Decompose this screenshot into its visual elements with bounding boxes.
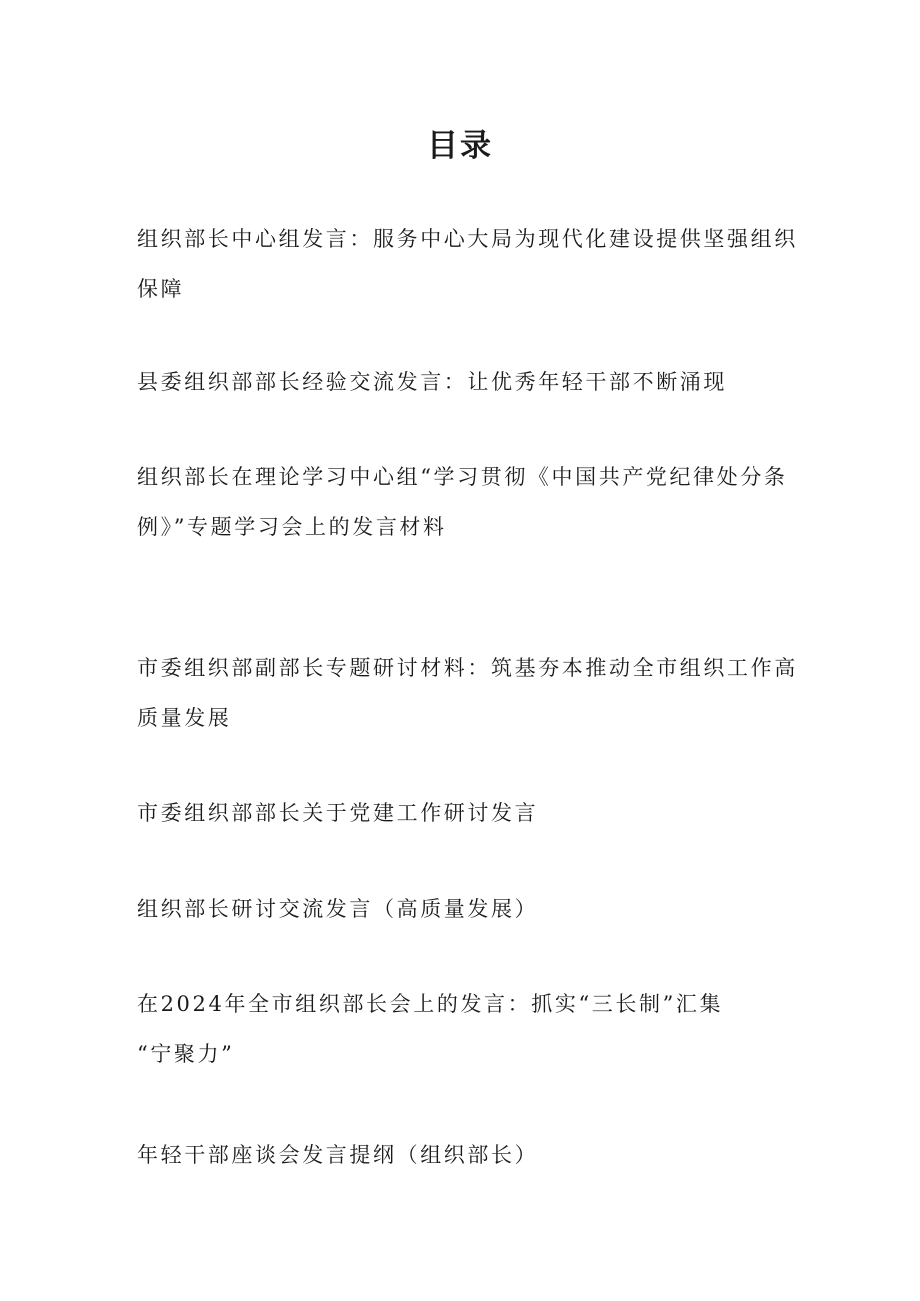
toc-entry-line: 在2024年全市组织部长会上的发言：抓实“三长制”汇集	[137, 992, 724, 1016]
toc-entry-line: 例》”专题学习会上的发言材料	[137, 515, 447, 539]
toc-entry-line: 组织部长研讨交流发言（高质量发展）	[137, 897, 539, 921]
toc-entry-line: 质量发展	[137, 706, 232, 730]
toc-entry-line: 市委组织部部长关于党建工作研讨发言	[137, 801, 539, 825]
toc-entry-7	[137, 979, 787, 1079]
toc-entry-6	[137, 884, 787, 934]
toc-entry-line: 组织部长中心组发言：服务中心大局为现代化建设提供坚强组织	[137, 227, 798, 251]
toc-entry-line: 年轻干部座谈会发言提纲（组织部长）	[137, 1143, 539, 1167]
toc-entry-line: 保障	[137, 277, 185, 301]
toc-entry-2	[137, 357, 787, 407]
toc-entry-line: 市委组织部副部长专题研讨材料：筑基夯本推动全市组织工作高	[137, 656, 798, 680]
toc-entry-8	[137, 1130, 787, 1180]
toc-entry-5	[137, 788, 787, 838]
toc-entry-3	[137, 452, 787, 552]
toc-entry-1	[137, 214, 798, 314]
toc-entry-line: 组织部长在理论学习中心组“学习贯彻《中国共产党纪律处分条	[137, 465, 788, 489]
toc-entry-4	[137, 643, 798, 743]
toc-entry-line: “宁聚力”	[137, 1042, 235, 1066]
toc-title: 目录	[427, 128, 493, 164]
toc-entry-line: 县委组织部部长经验交流发言：让优秀年轻干部不断涌现	[137, 370, 727, 394]
